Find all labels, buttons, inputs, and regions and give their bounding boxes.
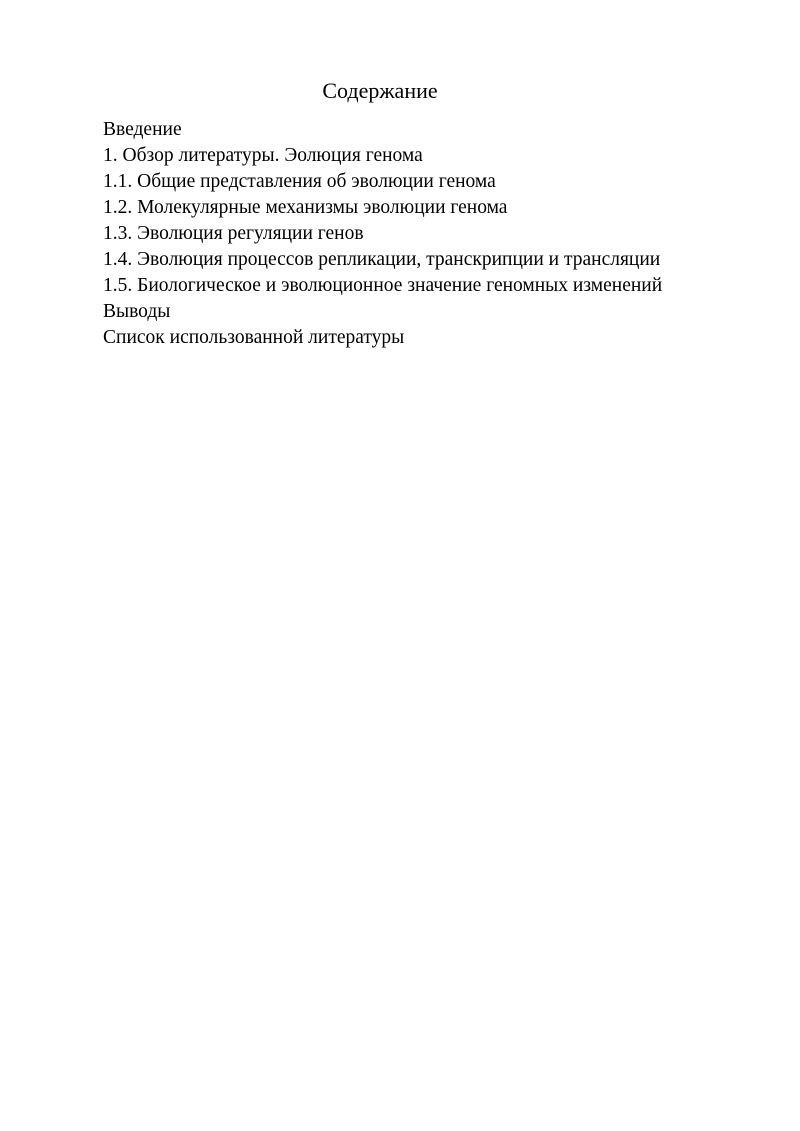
toc-item-section-1-5: 1.5. Биологическое и эволюционное значение геномных изменений [103,275,663,296]
toc-item-references: Список использованной литературы [103,327,405,348]
toc-item-section-1-3: 1.3. Эволюция регуляции генов [103,223,364,244]
table-of-contents [103,117,763,351]
toc-item-chapter-1: 1. Обзор литературы. Эолюция генома [103,145,423,166]
toc-item-conclusions: Выводы [103,301,171,322]
toc-item-section-1-1: 1.1. Общие представления об эволюции генома [103,171,496,192]
page-title: Содержание [322,78,438,103]
toc-item-section-1-2: 1.2. Молекулярные механизмы эволюции генома [103,197,508,218]
toc-item-introduction: Введение [103,119,182,140]
toc-item-section-1-4: 1.4. Эволюция процессов репликации, транскрипции и трансляции [103,249,661,270]
